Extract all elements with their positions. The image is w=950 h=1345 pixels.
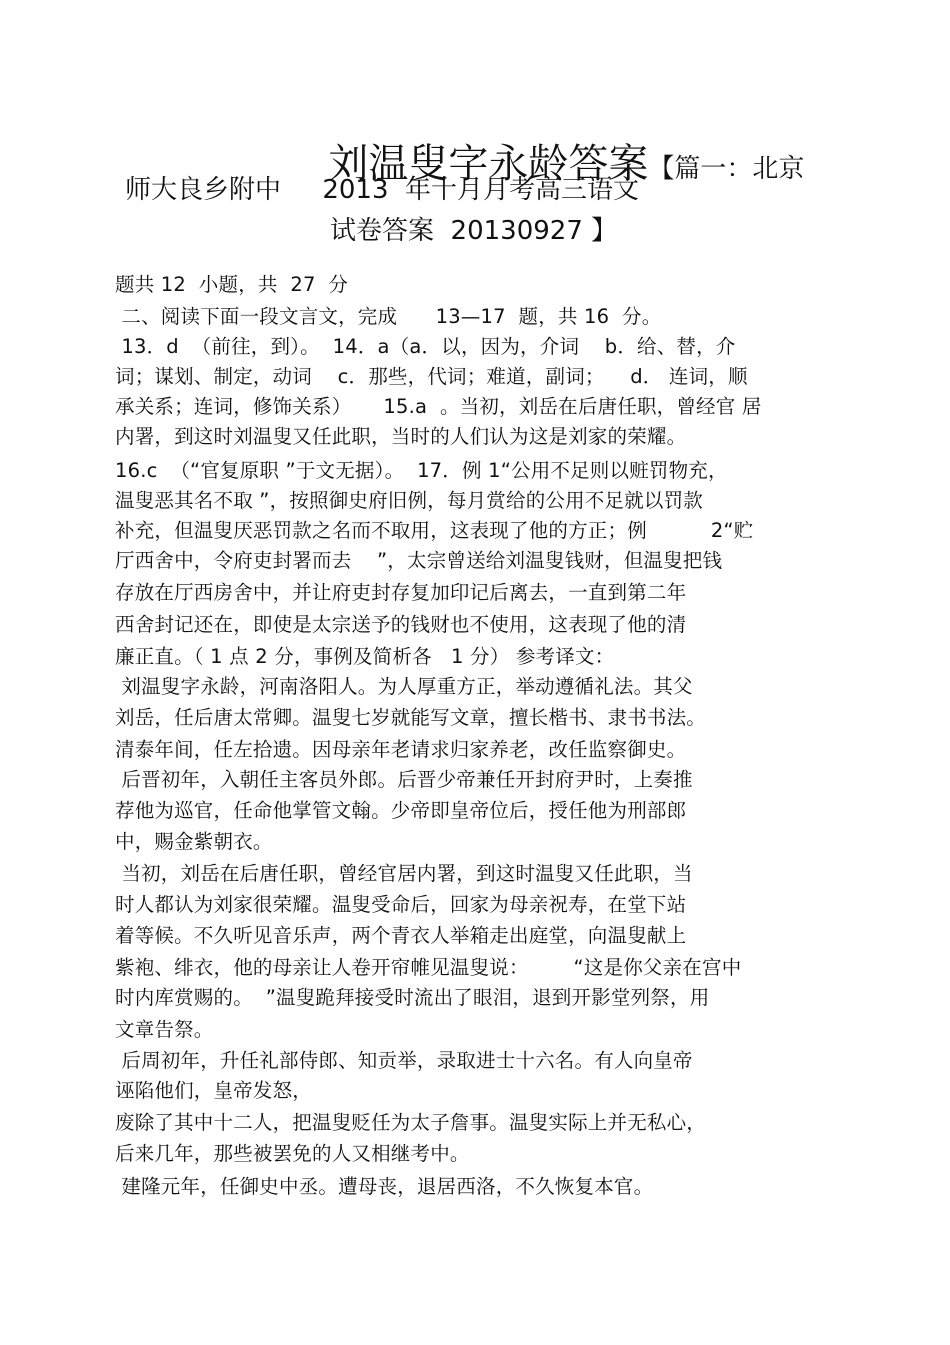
body-line: 文章告祭。 [115, 1018, 214, 1041]
body-line: 建隆元年，任御史中丞。遭母丧，退居西洛，不久恢复本官。 [115, 1175, 654, 1198]
title-bracket-part: 【篇一：北京 [648, 154, 805, 184]
title-line-2: 师大良乡附中 2013 年十月月考高三语文 [125, 175, 640, 205]
body-line: 内署，到这时刘温叟又任此职，当时的人们认为这是刘家的荣耀。 [115, 425, 687, 448]
body-line: 清泰年间，任左拾遗。因母亲年老请求归家养老，改任监察御史。 [115, 738, 687, 761]
body-line: 荐他为巡官，任命他掌管文翰。少帝即皇帝位后，授任他为刑部郎 [115, 799, 687, 822]
body-line: 存放在厅西房舍中，并让府吏封存复加印记后离去，一直到第二年 [115, 581, 687, 604]
body-line: 紫袍、绯衣，他的母亲让人卷开帘帷见温叟说： “这是你父亲在宫中 [115, 956, 742, 979]
title-line-3: 试卷答案 20130927 】 [330, 216, 618, 246]
body-line: 厅西舍中，令府吏封署而去 ”，太宗曾送给刘温叟钱财，但温叟把钱 [115, 549, 723, 572]
body-line: 承关系；连词，修饰关系） 15.a 。当初，刘岳在后唐任职，曾经官 居 [115, 395, 762, 418]
body-line: 废除了其中十二人，把温叟贬任为太子詹事。温叟实际上并无私心， [115, 1111, 707, 1134]
body-line: 当初，刘岳在后唐任职，曾经官居内署，到这时温叟又任此职，当 [115, 862, 693, 885]
body-line: 中，赐金紫朝衣。 [115, 830, 273, 853]
body-line: 西舍封记还在，即使是太宗送予的钱财也不使用，这表现了他的清 [115, 613, 687, 636]
body-line: 13．d （前往，到）。 14．a（a．以，因为，介词 b．给、替，介 [115, 335, 736, 358]
body-line: 温叟恶其名不取 ”，按照御史府旧例，每月赏给的公用不足就以罚款 [115, 489, 704, 512]
body-line: 着等候。不久听见音乐声，两个青衣人举箱走出庭堂，向温叟献上 [115, 924, 687, 947]
body-line: 题共 12 小题，共 27 分 [115, 273, 349, 296]
body-line: 时人都认为刘家很荣耀。温叟受命后，回家为母亲祝寿，在堂下站 [115, 893, 687, 916]
body-line: 词；谋划、制定，动词 c．那些，代词；难道，副词； d． 连词，顺 [115, 365, 748, 388]
body-line: 时内库赏赐的。 ”温叟跪拜接受时流出了眼泪，退到开影堂列祭，用 [115, 986, 710, 1009]
body-line: 后周初年，升任礼部侍郎、知贡举，录取进士十六名。有人向皇帝 [115, 1049, 693, 1072]
title-main: 刘温叟字永龄答案 [328, 141, 649, 187]
body-line: 廉正直。（ 1 点 2 分，事例及简析各 1 分） 参考译文： [115, 645, 615, 668]
body-line: 刘岳，任后唐太常卿。温叟七岁就能写文章，擅长楷书、隶书书法。 [115, 706, 707, 729]
body-line: 补充，但温叟厌恶罚款之名而不取用，这表现了他的方正；例 2“贮 [115, 519, 754, 542]
body-line: 16.c （“官复原职 ”于文无据）。 17．例 1“公用不足则以赃罚物充， [115, 459, 728, 482]
body-line: 二、阅读下面一段文言文，完成 13—17 题，共 16 分。 [115, 305, 662, 328]
body-line: 后晋初年，入朝任主客员外郎。后晋少帝兼任开封府尹时，上奏推 [115, 768, 693, 791]
body-line: 诬陷他们，皇帝发怒， [115, 1079, 313, 1102]
body-line: 刘温叟字永龄，河南洛阳人。为人厚重方正，举动遵循礼法。其父 [115, 675, 693, 698]
body-line: 后来几年，那些被罢免的人又相继考中。 [115, 1142, 470, 1165]
